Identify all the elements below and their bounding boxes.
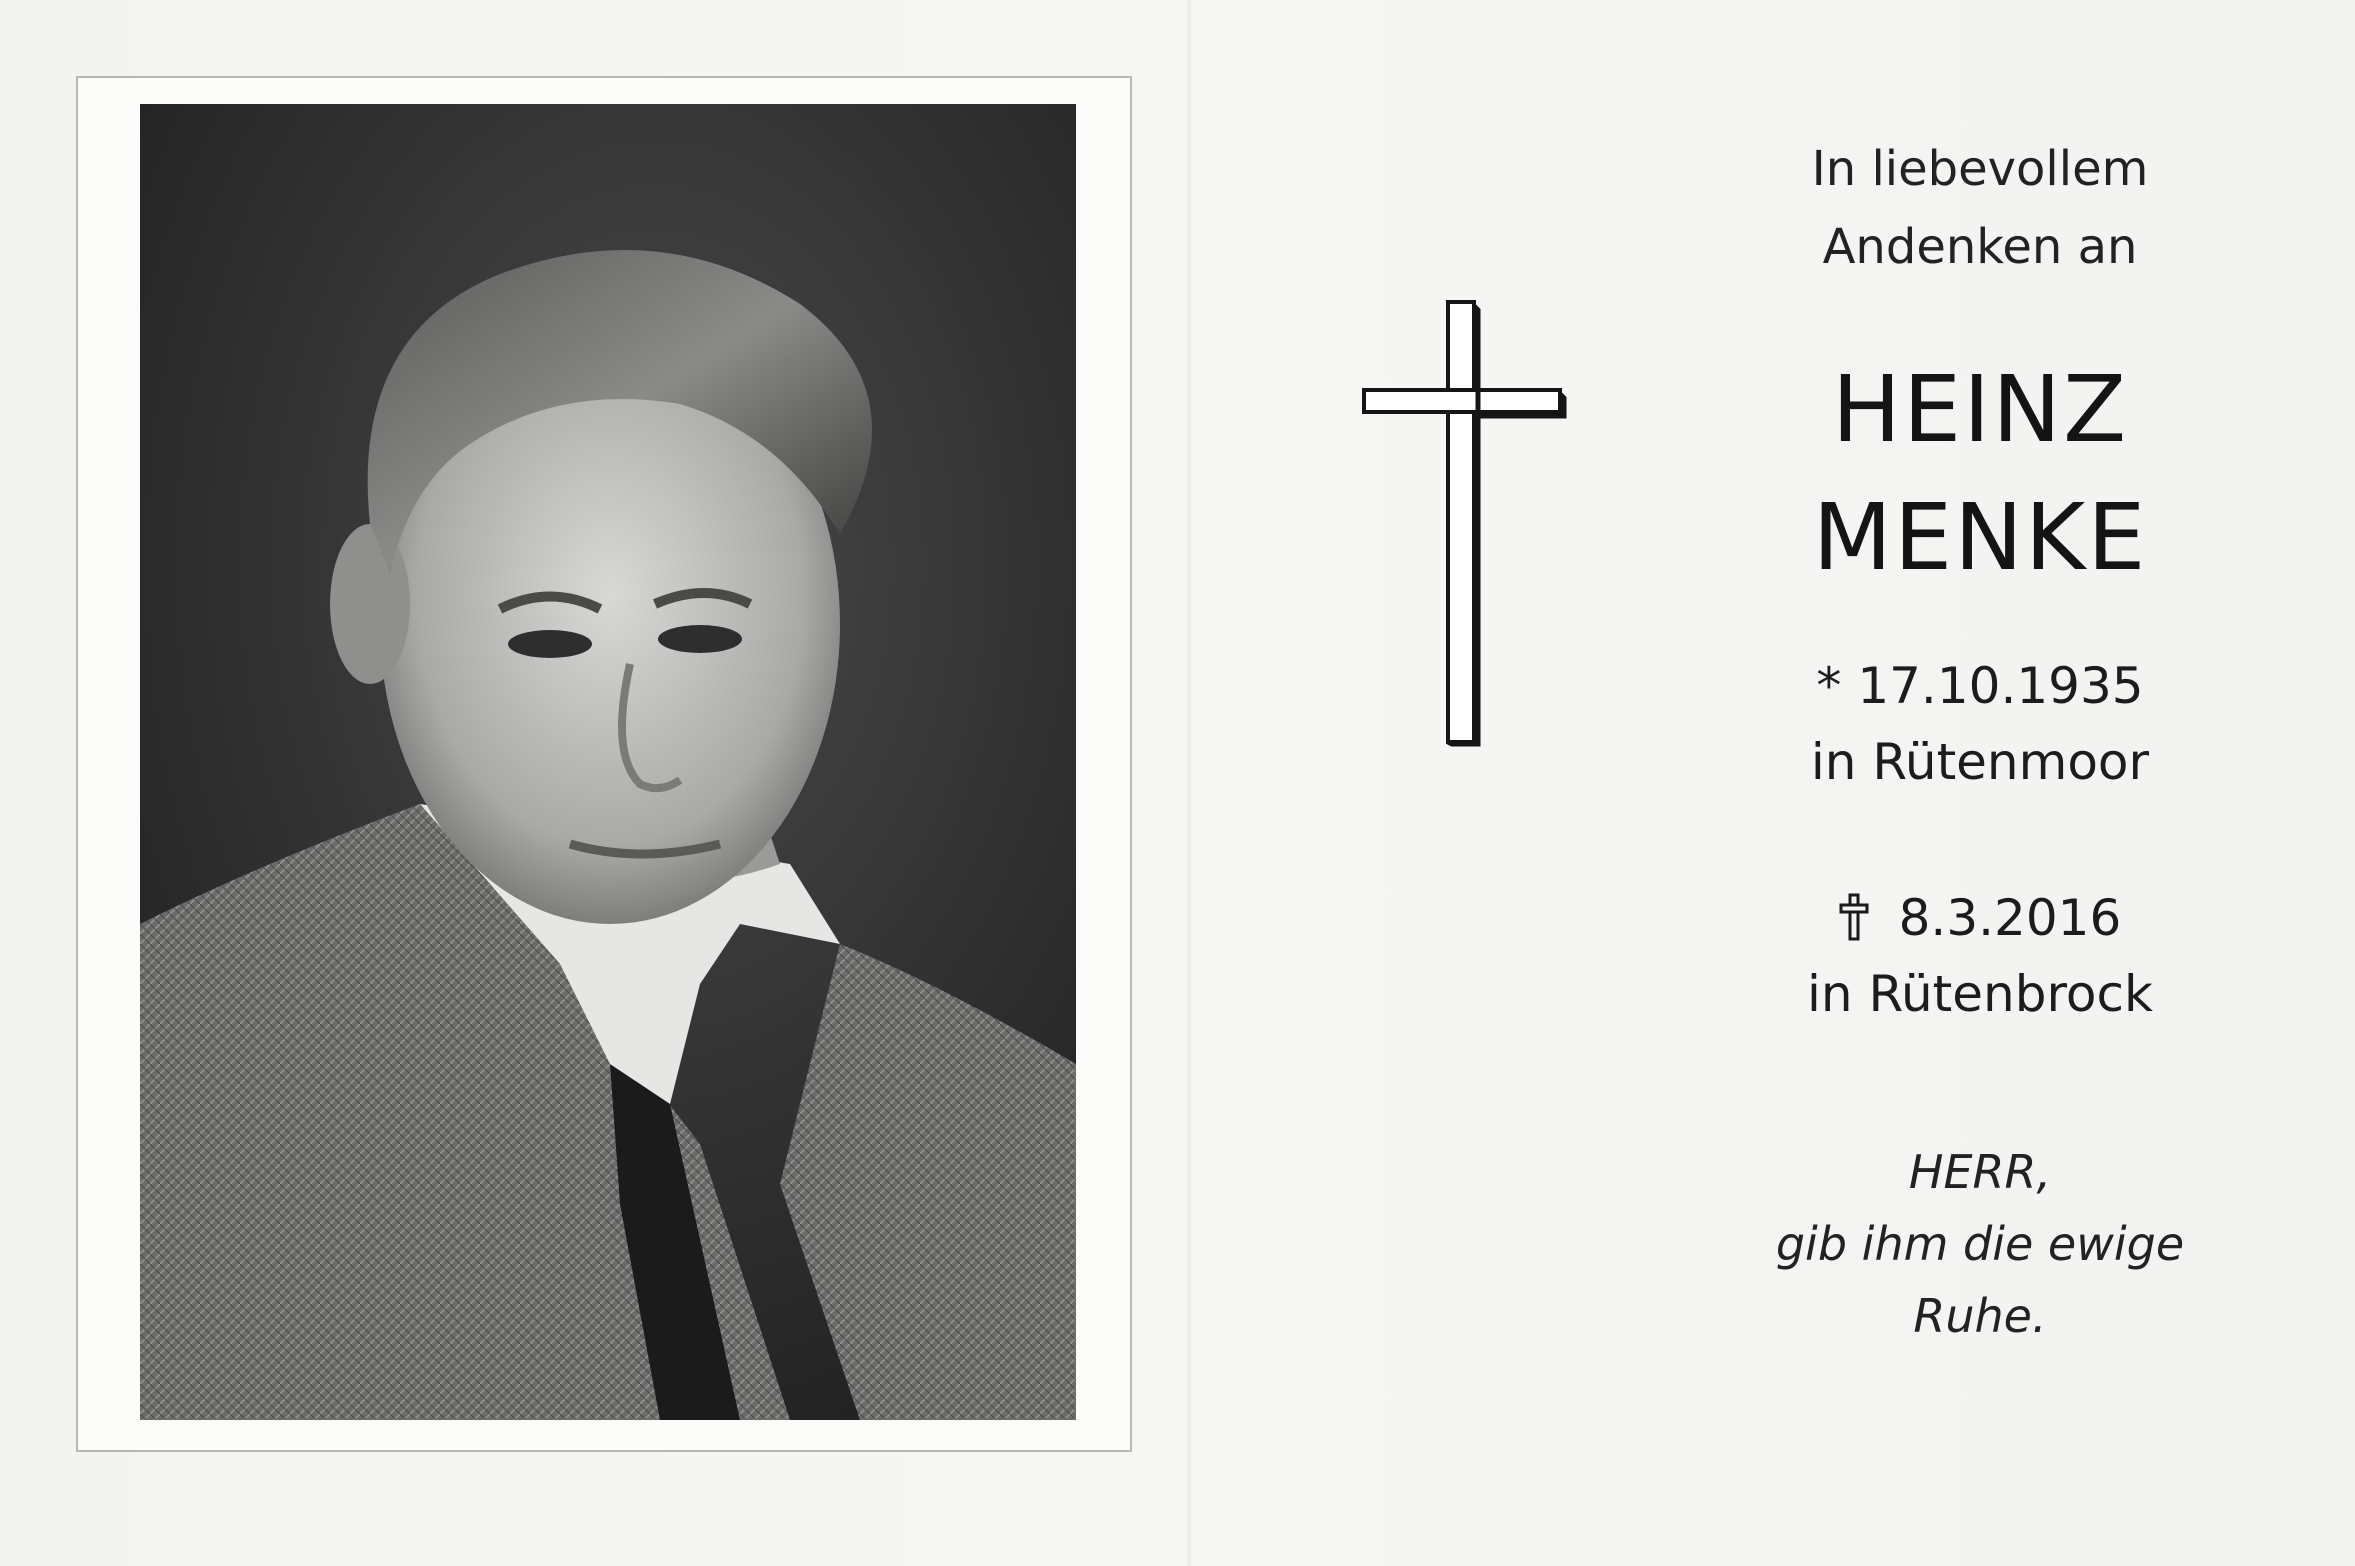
birth-date: 17.10.1935 (1857, 657, 2144, 715)
birth-symbol: * (1816, 657, 1842, 715)
memorial-text (1640, 130, 2320, 1352)
last-name: MENKE (1812, 484, 2148, 591)
intro-line-2: Andenken an (1822, 219, 2138, 275)
death-place: in Rütenbrock (1807, 965, 2153, 1023)
prayer-line-1: HERR, (1908, 1145, 2052, 1199)
prayer-line-3: Ruhe. (1913, 1289, 2047, 1343)
prayer-line-2: gib ihm die ewige (1775, 1217, 2185, 1271)
death-date-line (1640, 880, 2320, 956)
death-cross-icon (1839, 893, 1869, 941)
portrait-image (140, 104, 1076, 1420)
card-fold (1185, 0, 1193, 1566)
cross-graphic (1360, 298, 1570, 748)
intro-line-1: In liebevollem (1811, 141, 2149, 197)
portrait-photo (140, 104, 1076, 1420)
birth-place: in Rütenmoor (1810, 733, 2150, 791)
cross-icon (1360, 298, 1570, 748)
birth-date-line (1640, 648, 2320, 724)
first-name: HEINZ (1831, 356, 2129, 463)
death-date: 8.3.2016 (1898, 889, 2122, 947)
